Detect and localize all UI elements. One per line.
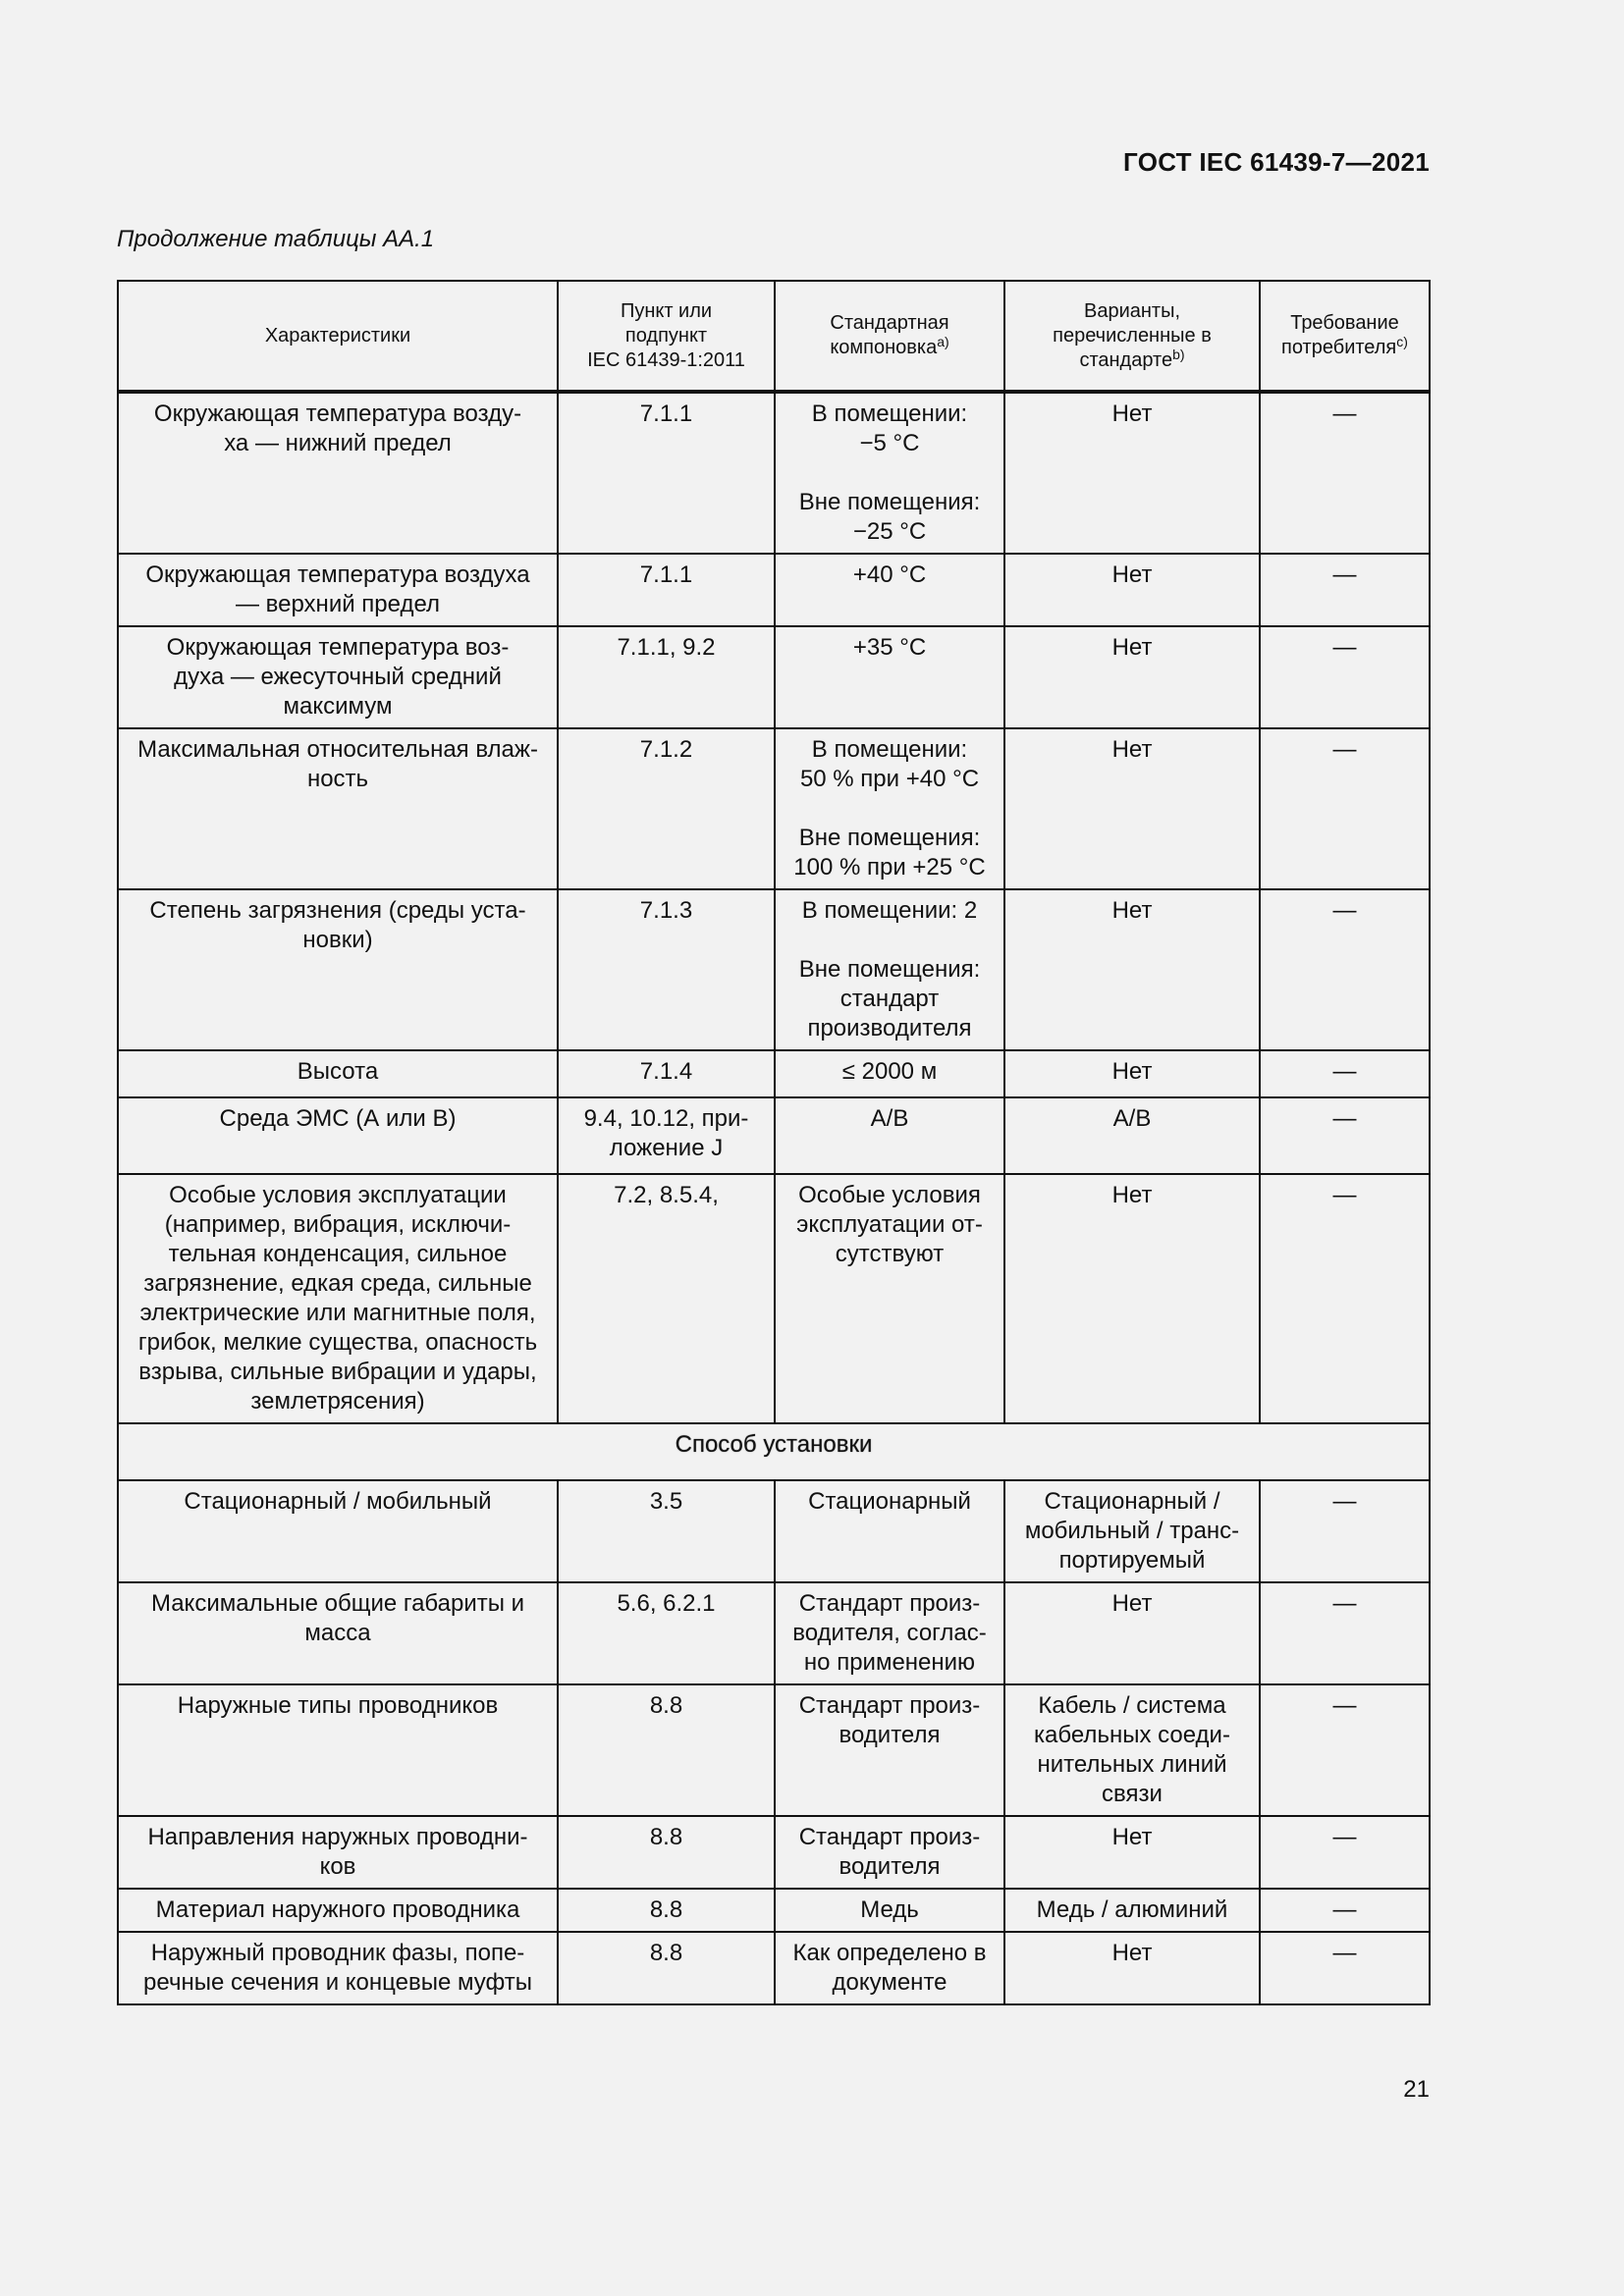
table-row bbox=[118, 1684, 1430, 1816]
column-header-standard-arrangement: Стандартная компоновка$^{a)}$ bbox=[775, 281, 1004, 392]
table-row bbox=[118, 889, 1430, 1050]
cell-standard-arrangement: В помещении: 2 Вне помещения: стандарт производителя bbox=[775, 889, 1004, 1050]
table-row bbox=[118, 554, 1430, 626]
cell-characteristic: Стационарный / мобильный bbox=[118, 1480, 558, 1582]
table-header-row bbox=[118, 281, 1430, 392]
cell-standard-arrangement: В помещении: 50 % при +40 °С Вне помещения: 100 % при +25 °С bbox=[775, 728, 1004, 889]
cell-standard-arrangement: В помещении: −5 °С Вне помещения: −25 °С bbox=[775, 392, 1004, 554]
cell-standard-arrangement: Стандарт произ- водителя, соглас- но применению bbox=[775, 1582, 1004, 1684]
cell-characteristic: Материал наружного проводника bbox=[118, 1889, 558, 1932]
cell-characteristic: Направления наружных проводни- ков bbox=[118, 1816, 558, 1889]
cell-clause: 7.1.1, 9.2 bbox=[558, 626, 775, 728]
table-row bbox=[118, 728, 1430, 889]
cell-options: Нет bbox=[1004, 1932, 1260, 2004]
cell-characteristic: Максимальная относительная влаж- ность bbox=[118, 728, 558, 889]
footnote-mark: b) bbox=[1172, 346, 1185, 362]
page-number: 21 bbox=[1403, 2076, 1430, 2103]
cell-standard-arrangement: Стационарный bbox=[775, 1480, 1004, 1582]
section-title: Способ установки bbox=[118, 1423, 1430, 1480]
cell-characteristic: Степень загрязнения (среды уста- новки) bbox=[118, 889, 558, 1050]
cell-characteristic: Среда ЭМС (А или В) bbox=[118, 1097, 558, 1174]
cell-user-requirement: — bbox=[1260, 1480, 1430, 1582]
cell-clause: 7.1.4 bbox=[558, 1050, 775, 1097]
footnote-mark: a) bbox=[937, 334, 949, 349]
column-header-characteristics: Характеристики bbox=[118, 281, 558, 392]
table-row bbox=[118, 1480, 1430, 1582]
footnote-mark: c) bbox=[1396, 334, 1408, 349]
cell-clause: 7.2, 8.5.4, bbox=[558, 1174, 775, 1423]
cell-characteristic: Окружающая температура возду- ха — нижний предел bbox=[118, 392, 558, 554]
cell-options: Нет bbox=[1004, 1816, 1260, 1889]
table-caption: Продолжение таблицы АА.1 bbox=[117, 226, 435, 252]
cell-clause: 8.8 bbox=[558, 1889, 775, 1932]
cell-options: Нет bbox=[1004, 626, 1260, 728]
cell-characteristic: Наружные типы проводников bbox=[118, 1684, 558, 1816]
cell-standard-arrangement: Как определено в документе bbox=[775, 1932, 1004, 2004]
cell-options: Стационарный / мобильный / транс- портируемый bbox=[1004, 1480, 1260, 1582]
table-body bbox=[118, 392, 1430, 2004]
cell-standard-arrangement: Особые условия эксплуатации от- сутствуют bbox=[775, 1174, 1004, 1423]
cell-user-requirement: — bbox=[1260, 1932, 1430, 2004]
cell-clause: 5.6, 6.2.1 bbox=[558, 1582, 775, 1684]
table-row bbox=[118, 392, 1430, 554]
table-row bbox=[118, 1582, 1430, 1684]
characteristics-table bbox=[117, 280, 1431, 2005]
cell-user-requirement: — bbox=[1260, 1174, 1430, 1423]
cell-options: Нет bbox=[1004, 728, 1260, 889]
table-row bbox=[118, 1816, 1430, 1889]
cell-user-requirement: — bbox=[1260, 392, 1430, 554]
cell-options: Нет bbox=[1004, 1174, 1260, 1423]
cell-user-requirement: — bbox=[1260, 728, 1430, 889]
cell-standard-arrangement: +40 °С bbox=[775, 554, 1004, 626]
cell-options: Нет bbox=[1004, 392, 1260, 554]
section-row bbox=[118, 1423, 1430, 1480]
cell-options: А/В bbox=[1004, 1097, 1260, 1174]
cell-clause: 9.4, 10.12, при- ложение J bbox=[558, 1097, 775, 1174]
cell-standard-arrangement: Стандарт произ- водителя bbox=[775, 1684, 1004, 1816]
cell-options: Нет bbox=[1004, 1582, 1260, 1684]
cell-user-requirement: — bbox=[1260, 889, 1430, 1050]
table-row bbox=[118, 1889, 1430, 1932]
table-row bbox=[118, 1050, 1430, 1097]
cell-standard-arrangement: А/В bbox=[775, 1097, 1004, 1174]
cell-standard-arrangement: ≤ 2000 м bbox=[775, 1050, 1004, 1097]
cell-user-requirement: — bbox=[1260, 1582, 1430, 1684]
column-header-clause: Пункт или подпункт IEC 61439-1:2011 bbox=[558, 281, 775, 392]
column-header-options: Варианты, перечисленные в стандарте$^{b)}$ bbox=[1004, 281, 1260, 392]
cell-user-requirement: — bbox=[1260, 554, 1430, 626]
cell-standard-arrangement: Стандарт произ- водителя bbox=[775, 1816, 1004, 1889]
table-row bbox=[118, 1932, 1430, 2004]
cell-clause: 3.5 bbox=[558, 1480, 775, 1582]
cell-user-requirement: — bbox=[1260, 1889, 1430, 1932]
cell-options: Нет bbox=[1004, 1050, 1260, 1097]
cell-characteristic: Максимальные общие габариты и масса bbox=[118, 1582, 558, 1684]
cell-clause: 8.8 bbox=[558, 1932, 775, 2004]
table-row bbox=[118, 1174, 1430, 1423]
cell-clause: 7.1.1 bbox=[558, 392, 775, 554]
cell-characteristic: Окружающая температура воз- духа — ежесуточный средний максимум bbox=[118, 626, 558, 728]
cell-clause: 8.8 bbox=[558, 1684, 775, 1816]
cell-clause: 7.1.2 bbox=[558, 728, 775, 889]
cell-user-requirement: — bbox=[1260, 1684, 1430, 1816]
cell-characteristic: Наружный проводник фазы, попе- речные сечения и концевые муфты bbox=[118, 1932, 558, 2004]
cell-options: Нет bbox=[1004, 889, 1260, 1050]
cell-user-requirement: — bbox=[1260, 1097, 1430, 1174]
cell-user-requirement: — bbox=[1260, 1816, 1430, 1889]
cell-options: Медь / алюминий bbox=[1004, 1889, 1260, 1932]
cell-clause: 8.8 bbox=[558, 1816, 775, 1889]
cell-characteristic: Высота bbox=[118, 1050, 558, 1097]
cell-characteristic: Особые условия эксплуатации (например, вибрация, исключи- тельная конденсация, сильное загрязнение, едкая среда, сильные электрические или магнитные поля, грибок, мелкие существа, опасность взрыва, сильные вибрации и удары, землетрясения) bbox=[118, 1174, 558, 1423]
cell-options: Нет bbox=[1004, 554, 1260, 626]
cell-user-requirement: — bbox=[1260, 626, 1430, 728]
cell-characteristic: Окружающая температура воздуха — верхний предел bbox=[118, 554, 558, 626]
cell-standard-arrangement: +35 °С bbox=[775, 626, 1004, 728]
cell-clause: 7.1.1 bbox=[558, 554, 775, 626]
table-row bbox=[118, 1097, 1430, 1174]
column-header-user-requirement: Требование потребителя$^{c)}$ bbox=[1260, 281, 1430, 392]
cell-clause: 7.1.3 bbox=[558, 889, 775, 1050]
table-row bbox=[118, 626, 1430, 728]
cell-user-requirement: — bbox=[1260, 1050, 1430, 1097]
cell-standard-arrangement: Медь bbox=[775, 1889, 1004, 1932]
cell-options: Кабель / система кабельных соеди- нительных линий связи bbox=[1004, 1684, 1260, 1816]
document-code: ГОСТ IEC 61439-7—2021 bbox=[1123, 147, 1430, 177]
